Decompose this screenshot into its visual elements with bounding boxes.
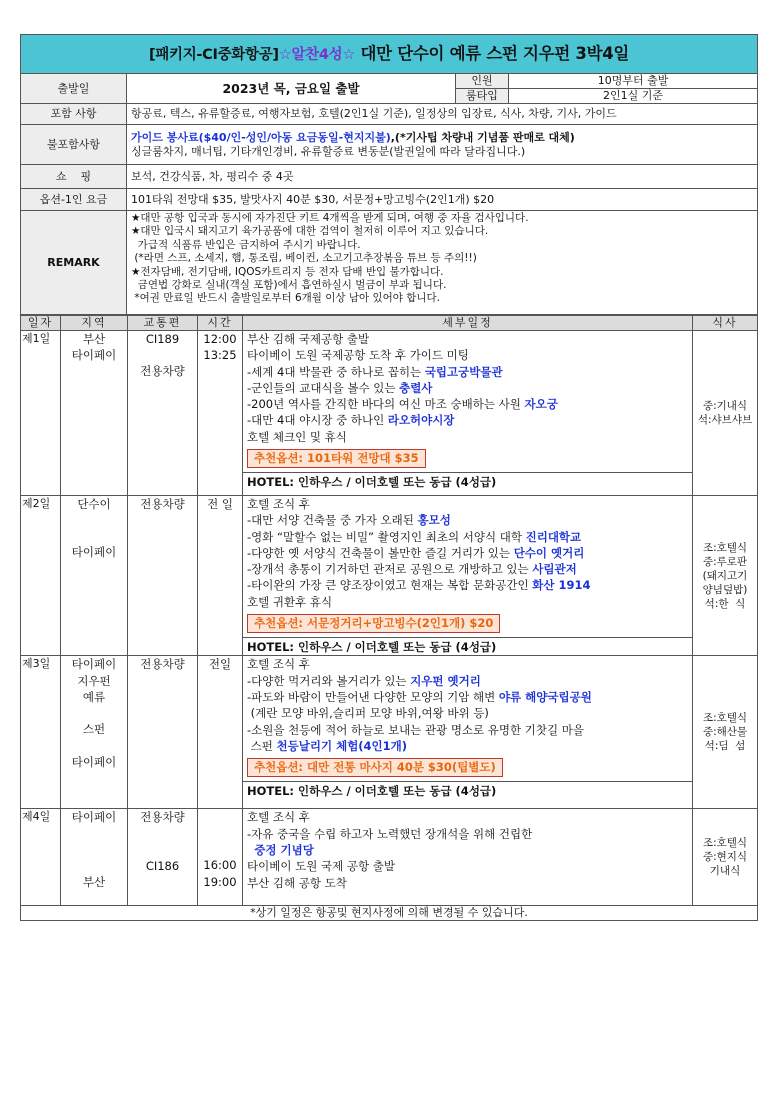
detail-line bbox=[247, 331, 688, 347]
region-line bbox=[65, 705, 123, 721]
meal-line: 조:호텔식 bbox=[702, 837, 748, 850]
attraction-name: 화산 1914 bbox=[532, 578, 591, 593]
room-type-value: 2인1실 기준 bbox=[509, 89, 758, 104]
region-line: 단수이 bbox=[77, 497, 111, 511]
detail-line bbox=[247, 577, 688, 593]
transport-line: 전용차량 bbox=[140, 657, 185, 672]
time bbox=[198, 496, 243, 656]
time-line: 19:00 bbox=[203, 874, 237, 889]
region bbox=[61, 809, 128, 906]
detail-text: 호텔 조식 후 bbox=[247, 810, 310, 825]
region-line: 타이페이 bbox=[71, 348, 117, 363]
detail-text: 부산 김해 국제공항 출발 bbox=[247, 332, 370, 346]
remark-line: 금연법 강화로 실내(객실 포함)에서 흡연하실시 벌금이 부과 됩니다. bbox=[131, 279, 447, 292]
detail-line bbox=[247, 545, 688, 561]
detail-line bbox=[247, 689, 688, 705]
meal-line: (돼지고기 bbox=[702, 569, 748, 582]
detail-line bbox=[247, 656, 688, 672]
detail-line bbox=[247, 347, 688, 363]
detail-line bbox=[247, 496, 688, 512]
day-row bbox=[21, 809, 758, 906]
meal-line: 석:샤브샤브 bbox=[697, 414, 753, 426]
excluded-value bbox=[127, 125, 758, 165]
transport-line bbox=[132, 842, 193, 858]
meal-line: 중:해산물 bbox=[702, 726, 748, 739]
day-details bbox=[243, 331, 693, 496]
detail-text: -다양한 먹거리와 볼거리가 있는 bbox=[247, 673, 411, 688]
detail-text: 스펀 bbox=[247, 738, 277, 753]
col-header-day: 일자 bbox=[21, 316, 61, 331]
recommended-option: 추천옵션: 대만 전통 마사지 40분 $30(팁별도) bbox=[247, 758, 503, 777]
remark-label: REMARK bbox=[21, 211, 127, 315]
meal-line: 석:딤 섬 bbox=[704, 740, 746, 753]
attraction-name: 지우펀 옛거리 bbox=[410, 673, 481, 688]
detail-line bbox=[247, 512, 688, 528]
meals bbox=[693, 496, 758, 656]
attraction-name: 야류 해양국립공원 bbox=[498, 689, 592, 704]
detail-line bbox=[247, 561, 688, 577]
option-price-value: 101타워 전망대 $35, 발맛사지 40분 $30, 서문정+망고빙수(2인1개) $20 bbox=[127, 189, 758, 211]
transport-line bbox=[132, 826, 193, 842]
detail-line bbox=[247, 529, 688, 545]
region-line bbox=[65, 826, 123, 842]
transport bbox=[128, 656, 198, 809]
detail-text: -200년 역사를 간직한 바다의 여신 마조 숭배하는 사원 bbox=[247, 397, 525, 412]
detail-line bbox=[247, 722, 688, 738]
remark-line: ★대만 공항 입국과 동시에 자가진단 키트 4개씩을 받게 되며, 여행 중 자율 검사입니다. bbox=[131, 212, 529, 224]
option-price-label: 옵션-1인 요금 bbox=[21, 189, 127, 211]
detail-text: 호텔 귀환후 휴식 bbox=[247, 594, 333, 609]
day-row bbox=[21, 331, 758, 496]
region-line bbox=[65, 842, 123, 858]
meals bbox=[693, 809, 758, 906]
attraction-name: 라오허야시장 bbox=[387, 413, 455, 428]
day-details bbox=[243, 496, 693, 656]
people-value: 10명부터 출발 bbox=[509, 74, 758, 89]
time bbox=[198, 656, 243, 809]
detail-text: -대만 서양 건축물 중 가자 오래된 bbox=[247, 513, 418, 528]
detail-line bbox=[247, 594, 688, 610]
transport bbox=[128, 809, 198, 906]
hotel-info: HOTEL: 인하우스 / 이더호텔 또는 동급 (4성급) bbox=[243, 472, 692, 490]
transport bbox=[128, 496, 198, 656]
region-line: 타이페이 bbox=[71, 657, 117, 672]
region-line: 부산 bbox=[82, 874, 106, 889]
detail-text: -영화 “말할수 없는 비밀” 촬영지인 최초의 서양식 대학 bbox=[247, 529, 526, 544]
detail-line bbox=[247, 364, 688, 380]
detail-text: -타이완의 가장 큰 양조장이였고 현재는 복합 문화공간인 bbox=[247, 578, 533, 593]
star-rating: ☆알찬4성☆ bbox=[278, 46, 356, 63]
remark-line: 가급적 식품류 반입은 금지하여 주시기 바랍니다. bbox=[131, 238, 361, 251]
attraction-name: 자오궁 bbox=[524, 397, 558, 412]
recommended-option: 추천옵션: 101타워 전망대 $35 bbox=[247, 449, 426, 468]
remark-line: ★대만 입국시 돼지고기 육가공품에 대한 검역이 철저히 이루어 지고 있습니다. bbox=[131, 225, 489, 238]
detail-line bbox=[247, 673, 688, 689]
included-label: 포함 사항 bbox=[21, 104, 127, 125]
region-line: 스펀 bbox=[82, 722, 106, 737]
detail-line bbox=[247, 842, 688, 858]
attraction-name: 국립고궁박물관 bbox=[424, 364, 503, 379]
schedule-header-row bbox=[21, 316, 758, 331]
detail-line bbox=[247, 705, 688, 721]
meals bbox=[693, 656, 758, 809]
region-line bbox=[65, 738, 123, 754]
document-title bbox=[21, 35, 758, 74]
transport-line: CI186 bbox=[145, 858, 180, 873]
detail-text: -소원을 천등에 적어 하늘로 보내는 관광 명소로 유명한 기찻길 마을 bbox=[247, 722, 584, 737]
footer-note: *상기 일정은 항공및 현지사정에 의해 변경될 수 있습니다. bbox=[21, 906, 758, 921]
guide-fee-note: 가이드 봉사료($40/인-성인/아동 요금동일-현지지불) bbox=[131, 130, 391, 144]
detail-text: 호텔 조식 후 bbox=[247, 657, 310, 672]
detail-text: -군인들의 교대식을 볼수 있는 bbox=[247, 380, 400, 395]
col-header-time: 시간 bbox=[198, 316, 243, 331]
region-line: 예류 bbox=[82, 689, 106, 704]
meal-line: 조:호텔식 bbox=[702, 712, 748, 725]
meal-line: 조:호텔식 bbox=[702, 541, 748, 554]
region-line: 지우펀 bbox=[77, 673, 111, 688]
detail-text: 타이베이 도원 국제공항 도착 후 가이드 미팅 bbox=[247, 348, 469, 363]
time-line bbox=[202, 841, 238, 857]
meal-line: 양념덮밥) bbox=[702, 583, 748, 596]
time-line: 전일 bbox=[208, 657, 232, 672]
detail-text: 부산 김해 공항 도착 bbox=[247, 875, 347, 890]
attraction-name: 진리대학교 bbox=[525, 529, 582, 544]
itinerary-document bbox=[20, 34, 757, 921]
attraction-name: 중정 기념당 bbox=[254, 842, 314, 857]
departure-label: 출발일 bbox=[21, 74, 127, 104]
shopping-value: 보석, 건강식품, 차, 평리수 중 4곳 bbox=[127, 165, 758, 189]
remark-line: *여권 만료일 반드시 출발일로부터 6개월 이상 남아 있어야 합니다. bbox=[131, 292, 441, 305]
time-line bbox=[202, 825, 238, 841]
detail-text: -세계 4대 박물관 중 하나로 꼽히는 bbox=[247, 364, 425, 379]
region-line bbox=[65, 858, 123, 874]
time-line bbox=[202, 809, 238, 825]
detail-text: -장개석 총통이 기거하던 관저로 공원으로 개방하고 있는 bbox=[247, 562, 533, 577]
detail-line bbox=[247, 809, 688, 825]
footer-row bbox=[21, 906, 758, 921]
meal-line: 석:한 식 bbox=[704, 597, 746, 610]
excluded-extra: 싱글룸차지, 매너팁, 기타개인경비, 유류할증료 변동분(발권일에 따라 달라집니다.) bbox=[131, 144, 526, 158]
meal-line: 중:현지식 bbox=[702, 851, 748, 864]
time-line: 16:00 bbox=[203, 858, 237, 873]
included-value: 항공료, 텍스, 유류할증료, 여행자보험, 호텔(2인1실 기준), 일정상의 입장료, 식사, 차량, 기사, 가이드 bbox=[127, 104, 758, 125]
detail-line bbox=[247, 429, 688, 445]
detail-text: (계란 모양 바위,슬리퍼 모양 바위,여왕 바위 등) bbox=[247, 706, 489, 721]
day-label: 제4일 bbox=[21, 809, 61, 906]
region bbox=[61, 656, 128, 809]
col-header-details: 세부일정 bbox=[243, 316, 693, 331]
day-row bbox=[21, 496, 758, 656]
room-type-label: 룸타입 bbox=[456, 89, 509, 104]
detail-text: 호텔 체크인 및 휴식 bbox=[247, 429, 347, 444]
tour-title: 대만 단수이 예류 스펀 지우펀 3박4일 bbox=[355, 43, 630, 63]
detail-line bbox=[247, 858, 688, 874]
region-line bbox=[65, 528, 123, 544]
transport-line: 전용차량 bbox=[140, 364, 185, 379]
time-line: 전 일 bbox=[207, 497, 233, 511]
day-label: 제3일 bbox=[21, 656, 61, 809]
remark-line: ★전자담배, 전기담배, IQOS카트리지 등 전자 담배 반입 불가합니다. bbox=[131, 265, 444, 278]
meal-line: 중:기내식 bbox=[702, 400, 748, 412]
detail-line bbox=[247, 875, 688, 891]
col-header-transport: 교통편 bbox=[128, 316, 198, 331]
day-label: 제1일 bbox=[21, 331, 61, 496]
region-line bbox=[65, 512, 123, 528]
recommended-option: 추천옵션: 서문정거리+망고빙수(2인1개) $20 bbox=[247, 614, 500, 633]
shopping-label: 쇼 핑 bbox=[21, 165, 127, 189]
region-line: 부산 bbox=[82, 332, 106, 346]
time bbox=[198, 809, 243, 906]
detail-text: -대만 4대 야시장 중 하나인 bbox=[247, 413, 388, 428]
day-details bbox=[243, 809, 693, 906]
detail-line bbox=[247, 826, 688, 842]
detail-line bbox=[247, 396, 688, 412]
transport-line: CI189 bbox=[145, 332, 180, 346]
info-table bbox=[20, 34, 758, 315]
day-details bbox=[243, 656, 693, 809]
attraction-name: 홍모성 bbox=[417, 513, 451, 528]
remark-list bbox=[127, 211, 758, 315]
attraction-name: 충렬사 bbox=[399, 380, 433, 395]
time-line: 13:25 bbox=[203, 348, 237, 363]
remark-line: (*라면 스프, 소세지, 햄, 통조림, 베이컨, 소고기고추장볶음 튜브 등 주의!!) bbox=[131, 252, 477, 265]
meal-line: 기내식 bbox=[709, 865, 741, 878]
time-line: 12:00 bbox=[203, 332, 237, 346]
detail-text: 타이베이 도원 국제 공항 출발 bbox=[247, 859, 395, 874]
attraction-name: 천등날리기 체험(4인1개) bbox=[276, 738, 408, 753]
region-line: 타이페이 bbox=[71, 754, 117, 769]
hotel-info: HOTEL: 인하우스 / 이더호텔 또는 동급 (4성급) bbox=[243, 781, 692, 799]
col-header-region: 지역 bbox=[61, 316, 128, 331]
region bbox=[61, 496, 128, 656]
schedule-table bbox=[20, 315, 758, 921]
people-label: 인원 bbox=[456, 74, 509, 89]
transport-line: 전용차량 bbox=[140, 497, 185, 511]
driver-tip-note: ,(*기사팁 차량내 기념품 판매로 대체) bbox=[390, 130, 575, 144]
day-label: 제2일 bbox=[21, 496, 61, 656]
detail-line bbox=[247, 412, 688, 428]
hotel-info: HOTEL: 인하우스 / 이더호텔 또는 동급 (4성급) bbox=[243, 637, 692, 655]
attraction-name: 단수이 옛거리 bbox=[513, 545, 585, 560]
day-row bbox=[21, 656, 758, 809]
transport-line: 전용차량 bbox=[140, 810, 185, 825]
col-header-meals: 식사 bbox=[693, 316, 758, 331]
meal-line: 중:루로판 bbox=[702, 555, 748, 568]
departure-value: 2023년 목, 금요일 출발 bbox=[127, 74, 456, 104]
time bbox=[198, 331, 243, 496]
excluded-label: 불포함사항 bbox=[21, 125, 127, 165]
package-label: [패키지-CI중화항공] bbox=[148, 46, 279, 63]
detail-text: 호텔 조식 후 bbox=[247, 497, 310, 511]
attraction-name: 사림관저 bbox=[532, 562, 577, 577]
transport-line bbox=[132, 347, 193, 363]
region-line: 타이페이 bbox=[71, 545, 117, 560]
detail-line bbox=[247, 738, 688, 754]
region-line: 타이페이 bbox=[71, 810, 117, 825]
region bbox=[61, 331, 128, 496]
transport bbox=[128, 331, 198, 496]
detail-text: -다양한 옛 서양식 건축물이 볼만한 즐길 거리가 있는 bbox=[247, 545, 514, 560]
detail-text: -파도와 바람이 만들어낸 다양한 모양의 기암 해변 bbox=[247, 689, 499, 704]
meals bbox=[693, 331, 758, 496]
detail-line bbox=[247, 380, 688, 396]
detail-text: -자유 중국을 수립 하고자 노력했던 장개석을 위해 건립한 bbox=[247, 826, 533, 841]
